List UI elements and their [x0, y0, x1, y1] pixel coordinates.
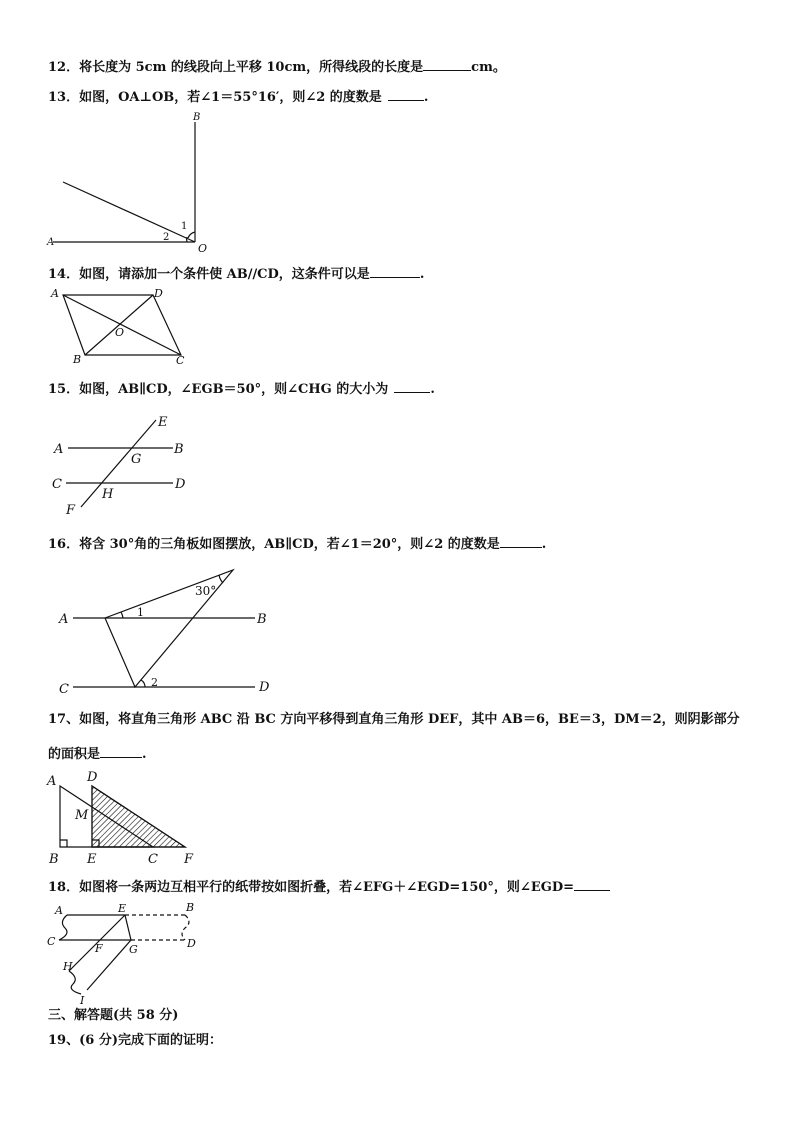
label-d: D	[259, 680, 270, 695]
angle-1-arc	[188, 232, 195, 238]
figure-14	[45, 285, 205, 370]
label-i: I	[80, 994, 85, 1007]
label-c: C	[52, 477, 62, 492]
label-d: D	[187, 937, 196, 950]
answer-blank	[574, 878, 610, 891]
label-e: E	[87, 852, 97, 867]
diagonal-bd	[85, 295, 153, 355]
answer-blank	[423, 58, 471, 71]
question-13	[48, 88, 428, 106]
label-e: E	[158, 415, 168, 430]
figure-18	[45, 898, 215, 1008]
label-angle-2: 2	[163, 232, 170, 243]
figure-15	[48, 410, 208, 520]
question-18	[48, 878, 610, 896]
label-f: F	[66, 503, 76, 518]
figure-16	[55, 560, 285, 700]
label-b: B	[193, 112, 201, 123]
label-b: B	[49, 852, 59, 867]
label-d: D	[154, 287, 163, 300]
question-17-line1	[48, 712, 740, 728]
label-a: A	[47, 237, 55, 248]
question-18-text: 18．如图将一条两边互相平行的纸带按如图折叠，若∠EFG＋∠EGD=150°，则∠EGD=	[48, 880, 574, 895]
label-a: A	[54, 442, 64, 457]
label-b: B	[174, 442, 184, 457]
diagonal-ac	[63, 295, 181, 355]
label-c: C	[47, 935, 56, 948]
label-m: M	[75, 808, 89, 823]
label-f: F	[184, 852, 194, 867]
fold-line-ef	[100, 915, 125, 940]
question-13-text: 13．如图，OA⊥OB，若∠1＝55°16′，则∠2 的度数是	[48, 90, 382, 105]
answer-blank	[100, 745, 142, 758]
question-16-text: 16．将含 30°角的三角板如图摆放，AB∥CD，若∠1＝20°，则∠2 的度数是	[48, 537, 500, 552]
question-17-text: 17、如图，将直角三角形 ABC 沿 BC 方向平移得到直角三角形 DEF，其中 AB＝6，BE＝3，DM＝2，则阴影部分	[48, 712, 740, 727]
label-b: B	[73, 353, 82, 366]
question-16	[48, 535, 546, 553]
label-o: O	[198, 242, 208, 255]
label-o: O	[115, 326, 125, 339]
question-17-text-2: 的面积是	[48, 747, 101, 762]
ray-oc	[63, 182, 195, 242]
angle-1-arc	[121, 612, 123, 618]
label-a: A	[59, 612, 69, 627]
label-d: D	[87, 770, 98, 785]
answer-blank	[500, 535, 542, 548]
folded-edge-gi	[87, 940, 131, 990]
label-d: D	[175, 477, 186, 492]
label-30-degree: 30°	[195, 584, 217, 598]
right-angle-b	[60, 840, 67, 847]
question-19: 19、(6 分)完成下面的证明：	[48, 1033, 222, 1048]
label-angle-1: 1	[137, 606, 144, 619]
label-angle-1: 1	[181, 221, 188, 232]
label-f: F	[95, 942, 103, 955]
question-15-text: 15．如图，AB∥CD，∠EGB＝50°，则∠CHG 的大小为	[48, 382, 389, 397]
section-title: 三、解答题(共 58 分)	[48, 1008, 179, 1023]
label-b: B	[186, 901, 195, 914]
label-h: H	[102, 487, 114, 502]
label-angle-2: 2	[151, 676, 158, 689]
question-14-end: .	[419, 267, 425, 282]
question-16-end: .	[541, 537, 547, 552]
folded-wavy-edge	[69, 971, 81, 994]
left-wavy-edge	[59, 915, 67, 940]
label-g: G	[129, 943, 138, 956]
transversal-ef	[81, 420, 156, 507]
angle-30-arc	[219, 575, 223, 583]
question-13-end: .	[423, 90, 429, 105]
question-17-line2	[48, 745, 147, 763]
question-14	[48, 265, 424, 283]
question-12	[48, 58, 506, 76]
figure-17	[45, 768, 205, 868]
question-12-text: 12．将长度为 5cm 的线段向上平移 10cm，所得线段的长度是	[48, 60, 424, 75]
label-a: A	[51, 287, 59, 300]
question-14-text: 14．如图，请添加一个条件使 AB//CD，这条件可以是	[48, 267, 370, 282]
label-b: B	[257, 612, 267, 627]
answer-blank	[394, 380, 430, 393]
question-15	[48, 380, 435, 398]
question-17-end: .	[142, 747, 147, 762]
figure-13	[45, 110, 225, 255]
label-e: E	[118, 902, 127, 915]
label-c: C	[59, 682, 69, 697]
answer-blank	[370, 265, 420, 278]
question-12-unit: cm。	[471, 60, 506, 75]
label-a: A	[47, 774, 57, 789]
fold-line-eg	[125, 915, 131, 940]
label-g: G	[131, 452, 142, 467]
label-a: A	[55, 904, 63, 917]
label-c: C	[176, 354, 185, 367]
label-c: C	[148, 852, 158, 867]
answer-blank	[388, 88, 424, 101]
question-15-end: .	[430, 382, 435, 397]
angle-2-arc	[141, 680, 145, 687]
label-h: H	[63, 960, 73, 973]
